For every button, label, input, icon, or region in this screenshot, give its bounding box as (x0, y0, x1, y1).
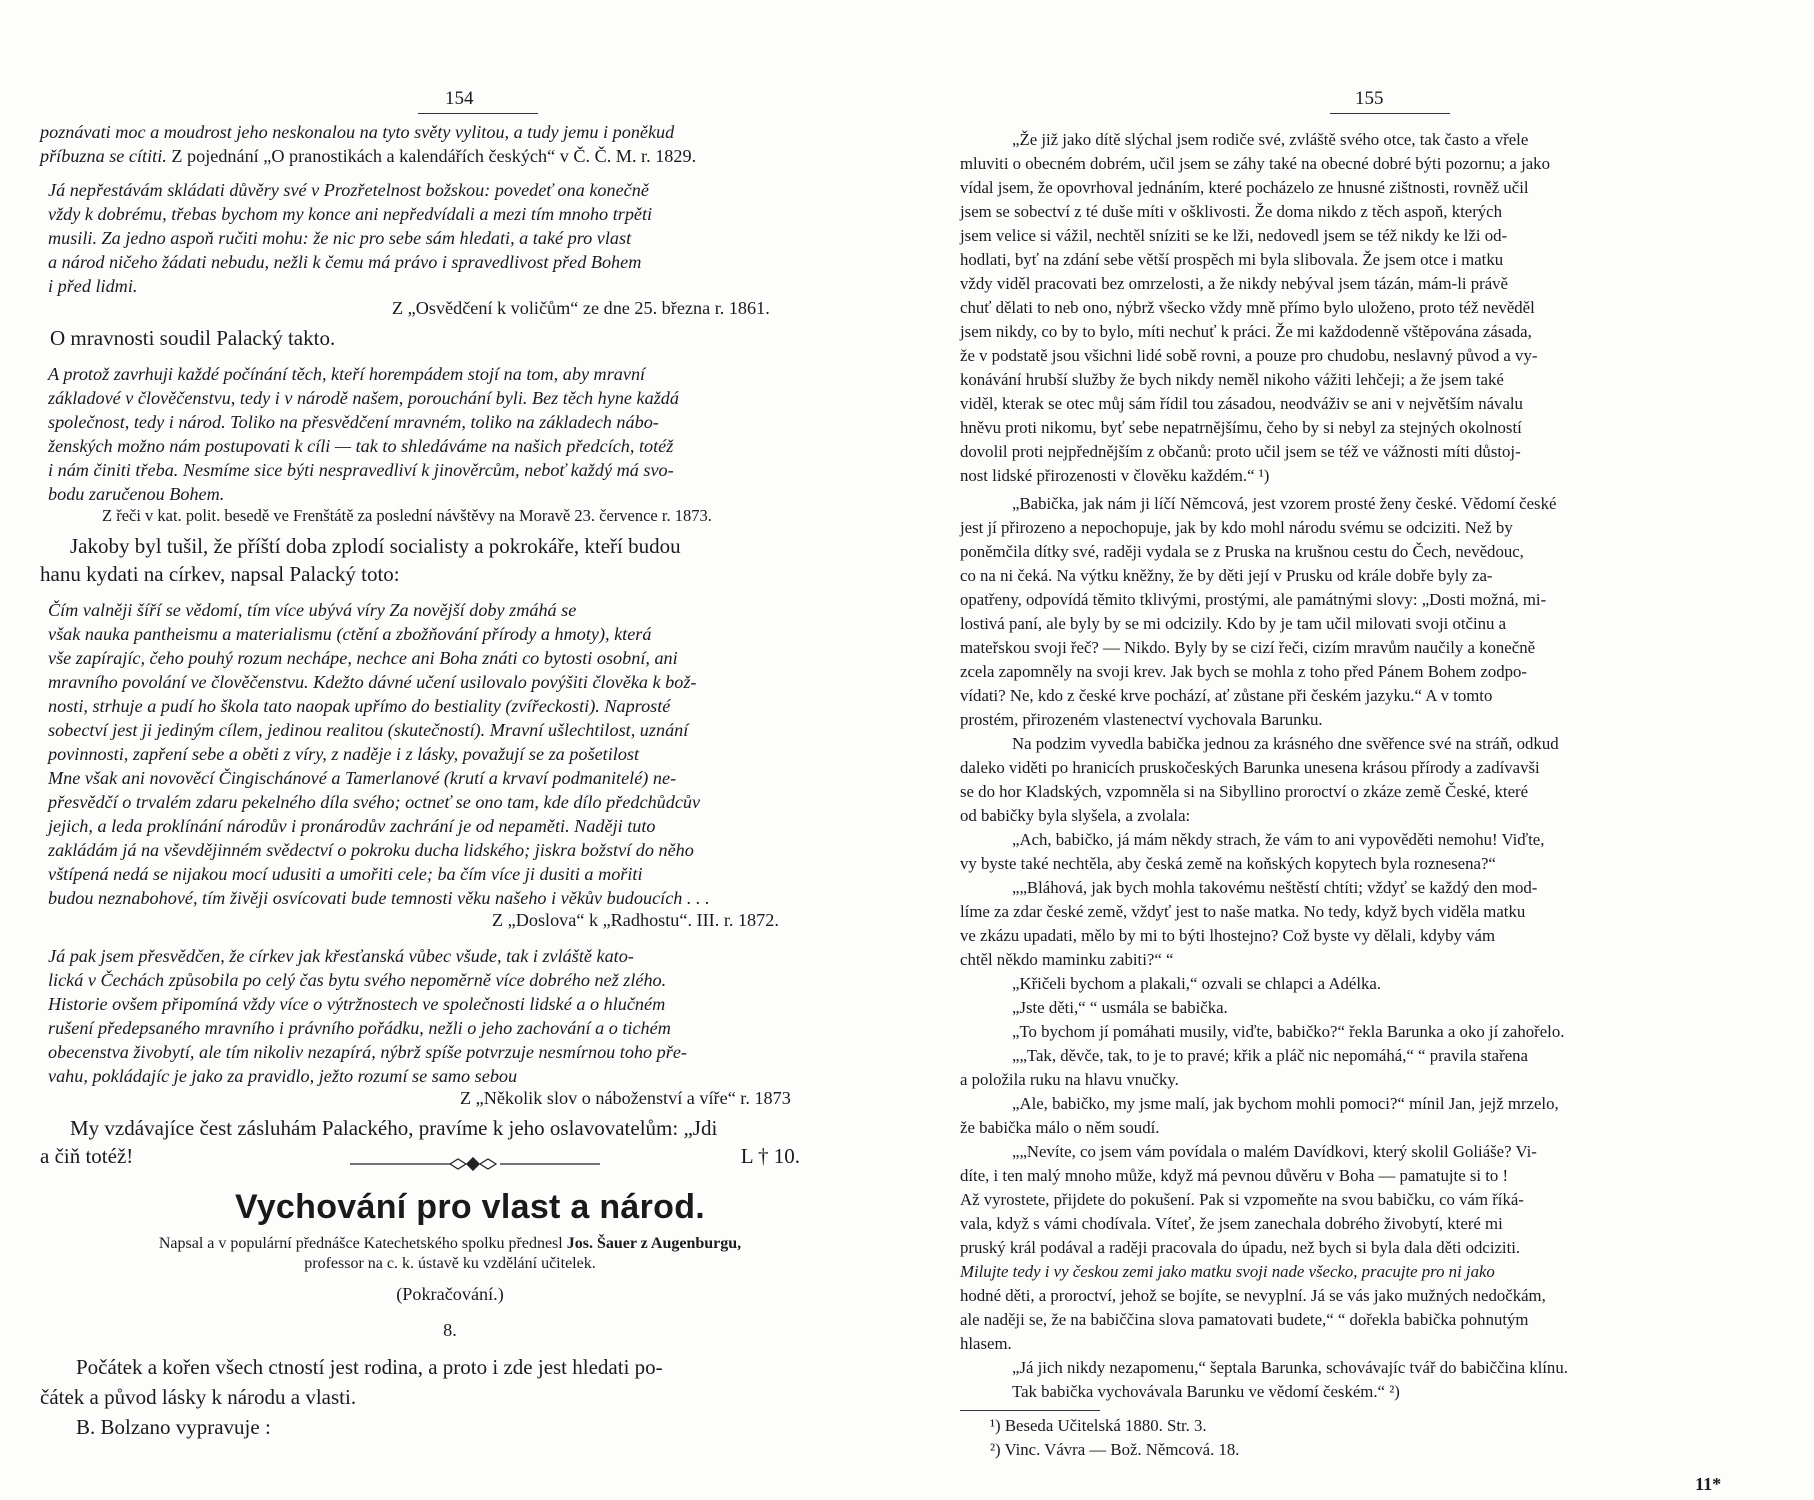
paragraph-line: Jakoby byl tušil, že příští doba zplodí socialisty a pokrokáře, kteří budou (70, 534, 681, 558)
paragraph-line: „„Tak, děvče, tak, to je to pravé; křik a pláč nic nepomáhá,“ “ pravila stařena (1012, 1046, 1528, 1065)
paragraph-line: jsem nikdy, co by to bylo, míti nechuť k práci. Že mi každodenně vštěpována zásada, (960, 322, 1532, 341)
paragraph-line: Tak babička vychovávala Barunku ve vědomí českém.“ ²) (1012, 1382, 1400, 1401)
quote-line: rušení předepsaného mravního i právního pořádku, nežli o jeho zachování a o tichém (48, 1018, 671, 1038)
quote-line: vštípená nedá se nijakou mocí udusiti a umořiti cele; ba čím více ji dusiti a mořiti (48, 864, 643, 884)
paragraph-line: Milujte tedy i vy českou zemi jako matku svoji nade všecko, pracujte pro ni jako (960, 1262, 1495, 1281)
paragraph-line: Až vyrostete, přijdete do pokušení. Pak si vzpomeňte na svou babičku, co vám říká- (960, 1190, 1524, 1209)
quote-line: Mne však ani novověcí Čingischánové a Tamerlanové (krutí a krvaví podmanitelé) ne- (48, 768, 677, 788)
continued-note: (Pokračování.) (396, 1284, 504, 1304)
quote-line: ženských možno nám postupovati k cíli — tak to shledáváme na našich předcích, totéž (48, 436, 674, 456)
quote-line: Čím valněji šíří se vědomí, tím více ubývá víry Za novější doby zmáhá se (48, 600, 577, 620)
paragraph-line: vala, když s vámi chodívala. Víteť, že jsem zanechala dobrého živobytí, které mi (960, 1214, 1503, 1233)
left-page (40, 0, 860, 1500)
quote-line: přesvědčí o trvalém zdaru pekelného díla svého; octneť se ono tam, kde dílo předchůdcův (48, 792, 701, 812)
signature: L † 10. (740, 1144, 800, 1168)
quote-line: příbuzna se cítiti. (40, 146, 167, 166)
ornament-divider (350, 1157, 600, 1171)
byline-author: Jos. Šauer z Augenburgu, (566, 1235, 742, 1252)
quote-line: povinnosti, zapření sebe a oběti z víry, z naděje i z lásky, považují se za pošetilost (48, 744, 640, 764)
paragraph (40, 560, 400, 588)
quote-line: nosti, strhuje a pudí ho škola tato naopak upřímo do bestiality (zvířeckosti). Naprosté (48, 696, 671, 716)
byline-line: professor na c. k. ústavě ku vzdělání učitelek. (304, 1255, 596, 1272)
paragraph-line: že v podstatě jsou všichni lidé sobě rovni, a pouze pro chudobu, neslavný původ a vy- (960, 346, 1538, 365)
page-number-rule (1330, 113, 1450, 114)
paragraph-line: ale naději se, že na babiččina slova pamatovati budete,“ “ dořekla babička pohnutým (960, 1310, 1529, 1329)
quote-line: vždy k dobrému, třebas bychom my konce ani nepředvídali a mezi tím mnoho trpěti (48, 204, 653, 224)
quote-2 (48, 178, 652, 298)
quote-line-with-source (40, 144, 860, 168)
quote-line: základové v člověčenstvu, tedy i v národě našem, porouchání byli. Bez těch hyne každá (48, 388, 679, 408)
quote-line: Já pak jsem přesvědčen, že církev jak křesťanská vůbec všude, tak i zvláště kato- (48, 946, 634, 966)
page-number: 155 (1355, 88, 1384, 109)
paragraph-line: líme za zdar české země, vždyť jest to naše matka. No tedy, když bych viděla matku (960, 902, 1526, 921)
quote-line: však nauka pantheismu a materialismu (ctění a zbožňování přírody a hmoty), která (48, 624, 652, 644)
paragraph-line: konávání hrubší služby že bych nikdy neměl nikoho vážiti lehčeji; a že jsem také (960, 370, 1504, 389)
paragraph-line: vždy viděl pracovati bez omrzelosti, a že nikdy nebýval jsem tázán, mám-li právě (960, 274, 1508, 293)
paragraph: O mravnosti soudil Palacký takto. (50, 326, 336, 350)
quote-line: budou neznabohové, tím živěji osvícovati bude temnosti věku našeho i věkův budoucích . . . (48, 888, 710, 908)
section-number: 8. (443, 1320, 457, 1340)
paragraph-line: „„Bláhová, jak bych mohla takovému neštěstí chtíti; vždyť se každý den mod- (1012, 878, 1538, 897)
paragraph-line: „Že již jako dítě slýchal jsem rodiče své, zvláště svého otce, tak často a vřele (1012, 130, 1529, 149)
paragraph-line: chuť dělati to neb ono, nýbrž všecko vždy mně přímo bylo uloženo, proto též nevěděl (960, 298, 1535, 317)
body-line: B. Bolzano vypravuje : (76, 1415, 271, 1439)
footnote-rule (960, 1410, 1100, 1411)
paragraph-line: díte, i ten malý mnoho může, když má pevnou důvěru v Boha — pamatujte si to ! (960, 1166, 1509, 1185)
paragraph-line: My vzdávajíce čest zásluhám Palackého, pravíme k jeho oslavovatelům: „Jdi (70, 1116, 718, 1140)
paragraph-line: „Jste děti,“ “ usmála se babička. (1012, 998, 1228, 1017)
paragraph-line: „Ach, babičko, já mám někdy strach, že vám to ani vypověděti nemohu! Viďte, (1012, 830, 1545, 849)
paragraph-line: hněvu proti nikomu, byť sebe nepatrnějšímu, čeho by si nebyl za stejných okolností (960, 418, 1522, 437)
quote-line: sobectví jest ji jediným cílem, jedinou realitou (skutečností). Mravní ušlechtilost, uznání (48, 720, 689, 740)
quote-line: vše zapírajíc, čeho pouhý rozum nechápe, nechce ani Boha znáti co bytosti osobní, ani (48, 648, 678, 668)
paragraph-line: a položila ruku na hlavu vnučky. (960, 1070, 1179, 1089)
quote-line: jejich, a leda proklínání národův i pronárodův zachrání je od nepaměti. Naději tuto (48, 816, 656, 836)
footnote: ²) Vinc. Vávra — Bož. Němcová. 18. (990, 1440, 1240, 1459)
page-number-rule (418, 113, 538, 114)
quote-line: obecenstva živobytí, ale tím nikoliv nezapírá, nýbrž spíše potvrzuje nesmírnou toho pře- (48, 1042, 687, 1062)
quote-line: zakládám já na vševdějinném svědectví o pokroku ducha lidského; jiskra božství do něho (48, 840, 694, 860)
paragraph-line: vídal jsem, že opovrhoval jednáním, které pocházelo ze hnusné zištnosti, rovněž učil (960, 178, 1529, 197)
quote-source: Z „Osvědčení k voličům“ ze dne 25. března r. 1861. (392, 298, 770, 318)
paragraph-line: hanu kydati na církev, napsal Palacký toto: (40, 562, 400, 586)
paragraph-line: hlasem. (960, 1334, 1012, 1353)
paragraph-line: jsem velice si vážil, nechtěl sníziti se ke lži, nedovedl jsem se též nikdy ke lži od- (960, 226, 1508, 245)
paragraph-line: vídati? Ne, kdo z české krve pochází, ať zůstane při českém jazyku.“ A v tomto (960, 686, 1493, 705)
quote-4 (48, 598, 710, 910)
paragraph-line: „Křičeli bychom a plakali,“ ozvali se chlapci a Adélka. (1012, 974, 1382, 993)
quote-3 (48, 362, 679, 506)
paragraph-line: mateřskou svoji řeč? — Nikdo. Byly by se cizí řeči, cizím mravům naučily a konečně (960, 638, 1536, 657)
article-title: Vychování pro vlast a národ. (235, 1188, 706, 1226)
quote-line: lická v Čechách způsobila po celý čas bytu svého nepoměrně více dobrého než zlého. (48, 970, 667, 990)
paragraph-text: a čiň totéž! (40, 1144, 134, 1168)
paragraph-line: co na ni čeká. Na výtku kněžny, že by děti její v Prusku od krále dobře byly za- (960, 566, 1493, 585)
quote-source: Z řeči v kat. polit. besedě ve Frenštátě za poslední návštěvy na Moravě 23. července r. 1873. (102, 506, 712, 525)
paragraph-line: daleko viděti po hranicích pruskočeských Barunka unesena krásou přírody a zadívavši (960, 758, 1540, 777)
quote-line: Historie ovšem připomíná vždy více o výtržnostech ve společnosti lidské a o hlučném (48, 994, 666, 1014)
quote-line: i před lidmi. (48, 276, 138, 296)
paragraph-line: opatřeny, odpovídá těmito tklivými, prostými, ale památnými slovy: „Dosti možná, mi- (960, 590, 1547, 609)
paragraph-line: pruský král podával a raději pracovala do úpadu, než bych si byla dala děti odciziti. (960, 1238, 1521, 1257)
quote-source: Z „Několik slov o náboženství a víře“ r. 1873 (460, 1088, 791, 1108)
paragraph-line: „To bychom jí pomáhati musily, viďte, babičko?“ řekla Barunka a oko jí zahořelo. (1012, 1022, 1565, 1041)
paragraph-1 (960, 128, 1760, 488)
quote-source: Z pojednání „O pranostikách a kalendářích českých“ v Č. Č. M. r. 1829. (171, 146, 697, 166)
paragraph-line: zcela zapomněly na svoji krev. Jak bych se mohla z toho před Pánem Bohem zodpo- (960, 662, 1527, 681)
quote-line: Já nepřestávám skládati důvěry své v Prozřetelnost božskou: povedeť ona konečně (48, 180, 649, 200)
paragraph-line: dovolil proti nejpřednějším z občanů: proto učil jsem se též ve vážnosti míti důstoj- (960, 442, 1521, 461)
paragraph-line: „Ale, babičko, my jsme malí, jak bychom mohli pomoci?“ mínil Jan, jejž mrzelo, (1012, 1094, 1559, 1113)
quote-line: poznávati moc a moudrost jeho neskonalou na tyto světy vylitou, a tudy jemu i poněkud (40, 122, 675, 142)
paragraph (70, 532, 681, 560)
byline-text: Napsal a v populární přednášce Katechetského spolku přednesl (158, 1235, 563, 1252)
byline (40, 1234, 860, 1274)
body-line: Počátek a kořen všech ctností jest rodina, a proto i zde jest hledati po- (76, 1355, 663, 1379)
body-text (40, 1352, 860, 1442)
byline-line (40, 1234, 860, 1254)
paragraph-line: „„Nevíte, co jsem vám povídala o malém Davídkovi, který skolil Goliáše? Vi- (1012, 1142, 1537, 1161)
paragraph-line: chtěl někdo maminku zabiti?“ “ (960, 950, 1174, 969)
paragraph-line: jsem se sobectví z té duše míti v ošklivosti. Že doma nikdo z těch aspoň, kterých (960, 202, 1503, 221)
paragraph-line: hodlati, byť na zdání sebe větší prospěch mi byla slibovala. Že jsem otce i matku (960, 250, 1504, 269)
body-line: čátek a původ lásky k národu a vlasti. (40, 1385, 357, 1409)
paragraph-line: „Já jich nikdy nezapomenu,“ šeptala Barunka, schovávajíc tvář do babiččina klínu. (1012, 1358, 1568, 1377)
page-number: 154 (445, 88, 474, 109)
paragraph-line: „Babička, jak nám ji líčí Němcová, jest vzorem prosté ženy české. Vědomí české (1012, 494, 1557, 513)
quote-line: mravního povolání ve člověčenstvu. Kdežto dávné učení usilovalo povýšiti člověka k bož- (48, 672, 697, 692)
paragraph-line: lostivá paní, ale byly by se mi odcizily. Kdo by je tam učil milovati svoji otčinu a (960, 614, 1507, 633)
quote-source: Z „Doslova“ k „Radhostu“. III. r. 1872. (492, 910, 779, 930)
signature-mark: 11* (1695, 1474, 1722, 1494)
quote-line: musili. Za jedno aspoň ručiti mohu: že nic pro sebe sám hledati, a také pro vlast (48, 228, 632, 248)
quote-line: i nám činiti třeba. Nesmíme sice býti nespravedliví k jinověrcům, neboť každý má svo- (48, 460, 674, 480)
quote-5 (48, 944, 687, 1088)
paragraph-line: jest jí přirozeno a nepochopuje, jak by kdo mohl národu svému se odciziti. Než by (960, 518, 1513, 537)
paragraph-line: že babička málo o něm soudí. (960, 1118, 1160, 1137)
paragraph-2 (960, 492, 1760, 1404)
paragraph-line: ve zkázu upadati, mělo by mi to býti lhostejno? Což byste vy dělali, kdyby vám (960, 926, 1496, 945)
footnote: ¹) Beseda Učitelská 1880. Str. 3. (990, 1416, 1207, 1435)
paragraph-line: se do hor Kladských, vzpomněla si na Sibyllino proroctví o zkáze země České, které (960, 782, 1529, 801)
paragraph-line: viděl, kterak se otec můj sám řídil tou zásadou, neodváživ se ani v největším návalu (960, 394, 1523, 413)
paragraph-line: vy byste také nechtěla, aby česká země na koňských kopytech byla roznesena?“ (960, 854, 1496, 873)
paragraph-line: od babičky byla slyšela, a zvolala: (960, 806, 1191, 825)
quote-line: a národ ničeho žádati nebudu, nežli k čemu má právo i spravedlivost před Bohem (48, 252, 642, 272)
paragraph-line: poněmčila dítky své, raději vydala se z Pruska na krušnou cestu do Čech, nevědouc, (960, 542, 1524, 561)
paragraph-line: prostém, přirozeném vlastenectví vychovala Barunku. (960, 710, 1323, 729)
paragraph-line: Na podzim vyvedla babička jednou za krásného dne svěřence své na stráň, odkud (1012, 734, 1559, 753)
quote-line: bodu zaručenou Bohem. (48, 484, 225, 504)
quote-line: vahu, pokládajíc je jako za pravidlo, ježto rozumí se samo sebou (48, 1066, 518, 1086)
paragraph-line: hodné děti, a proroctví, jehož se bojíte, se nevyplní. Já se vás jako mužných nedočkám, (960, 1286, 1546, 1305)
paragraph-line: mluviti o obecném dobrém, učil jsem se záhy také na obecné dobré býti pozornu; a jako (960, 154, 1550, 173)
quote-line: společnost, tedy i národ. Toliko na přesvědčení mravném, toliko na základech nábo- (48, 412, 659, 432)
quote-1 (40, 120, 860, 168)
right-page (960, 0, 1760, 1500)
quote-line: A protož zavrhuji každé počínání těch, kteří horempádem stojí na tom, aby mravní (48, 364, 646, 384)
paragraph-line: nost lidské přirozenosti v člověku každém.“ ¹) (960, 466, 1270, 485)
footnotes (990, 1414, 1239, 1462)
